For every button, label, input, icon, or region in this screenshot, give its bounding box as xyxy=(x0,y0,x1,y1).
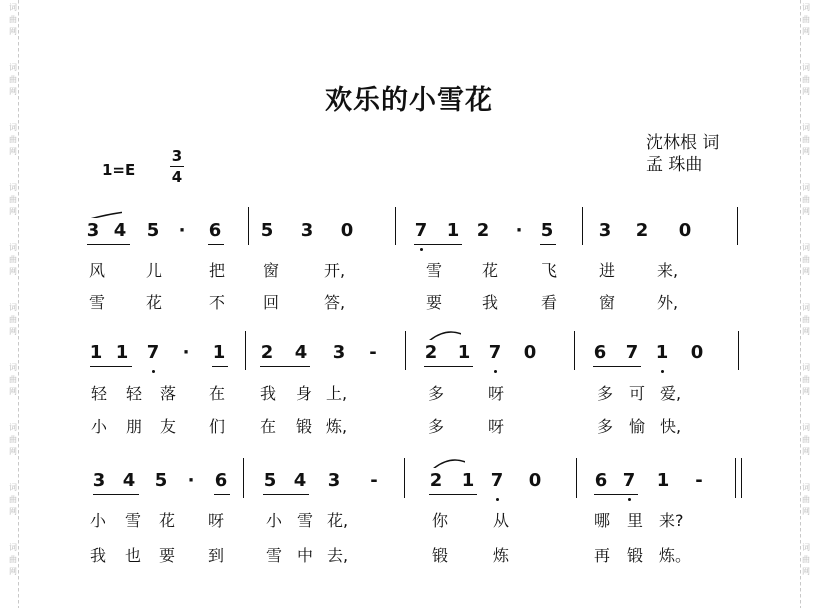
lyric-verse2: 不 xyxy=(208,293,225,312)
watermark-char: 曲 xyxy=(802,255,810,264)
watermark-char: 网 xyxy=(802,327,810,336)
watermark-char: 曲 xyxy=(802,195,810,204)
slur xyxy=(427,328,461,340)
watermark-text xyxy=(7,482,19,518)
watermark-char: 网 xyxy=(802,507,810,516)
lyric-verse2: 我 xyxy=(89,546,106,565)
beam-underline xyxy=(540,244,556,245)
lyricist-credit: 沈林根 词 xyxy=(646,133,720,153)
low-octave-dot xyxy=(496,498,499,501)
lyric-verse2: 要 xyxy=(158,546,175,565)
watermark-char: 网 xyxy=(802,27,810,36)
lyric-verse2: 在 xyxy=(259,417,276,436)
watermark-char: 网 xyxy=(9,447,17,456)
lyric-verse2: 到 xyxy=(207,546,224,565)
low-octave-dot xyxy=(420,248,423,251)
lyric-verse2: 去, xyxy=(327,546,349,565)
lyric-verse2: 回 xyxy=(262,293,279,312)
watermark-char: 曲 xyxy=(802,15,810,24)
beam-underline xyxy=(214,494,230,495)
bar-line xyxy=(576,458,577,498)
watermark-char: 词 xyxy=(802,363,810,372)
lyric-verse2: 雪 xyxy=(265,546,282,565)
lyric-verse1: 上, xyxy=(326,384,348,403)
watermark-char: 词 xyxy=(9,243,17,252)
note: 6 xyxy=(214,470,228,491)
note: 1 xyxy=(457,342,471,363)
time-signature-bottom: 4 xyxy=(171,168,183,186)
low-octave-dot xyxy=(152,370,155,373)
watermark-char: 词 xyxy=(802,543,810,552)
watermark-char: 曲 xyxy=(802,75,810,84)
lyric-verse1: 雪 xyxy=(124,511,141,530)
watermark-char: 词 xyxy=(9,543,17,552)
watermark-text xyxy=(7,122,19,158)
note: - xyxy=(370,470,378,491)
lyric-verse2: 锻 xyxy=(295,417,312,436)
watermark-char: 词 xyxy=(802,423,810,432)
watermark-char: 词 xyxy=(9,483,17,492)
lyric-verse2: 雪 xyxy=(88,293,105,312)
watermark-char: 网 xyxy=(9,27,17,36)
watermark-char: 词 xyxy=(9,123,17,132)
note: 3 xyxy=(86,220,100,241)
lyric-verse2: 多 xyxy=(427,417,444,436)
watermark-char: 词 xyxy=(9,183,17,192)
beam-underline xyxy=(90,366,132,367)
beam-underline xyxy=(263,494,309,495)
time-signature-line xyxy=(170,166,184,167)
note: · xyxy=(187,470,195,491)
bar-line xyxy=(243,458,244,498)
note: 7 xyxy=(622,470,636,491)
watermark-char: 网 xyxy=(9,507,17,516)
lyric-verse1: 来? xyxy=(659,511,684,530)
watermark-text xyxy=(7,2,19,38)
note: 1 xyxy=(212,342,226,363)
watermark-char: 词 xyxy=(9,363,17,372)
lyric-verse2: 答, xyxy=(324,293,346,312)
lyric-verse2: 快, xyxy=(660,417,682,436)
note: 7 xyxy=(414,220,428,241)
note: · xyxy=(182,342,190,363)
lyric-verse2: 小 xyxy=(90,417,107,436)
lyric-verse1: 里 xyxy=(626,511,643,530)
lyric-verse2: 友 xyxy=(159,417,176,436)
lyric-verse1: 把 xyxy=(208,261,225,280)
note: 2 xyxy=(476,220,490,241)
watermark-char: 词 xyxy=(9,423,17,432)
lyric-verse2: 我 xyxy=(481,293,498,312)
lyric-verse1: 呀 xyxy=(487,384,504,403)
time-signature-top: 3 xyxy=(171,147,183,165)
watermark-char: 网 xyxy=(9,387,17,396)
key-signature: 1=E xyxy=(102,161,136,179)
bar-line xyxy=(741,458,742,498)
bar-line xyxy=(404,458,405,498)
beam-underline xyxy=(424,366,473,367)
beam-underline xyxy=(212,366,228,367)
lyric-verse2: 要 xyxy=(425,293,442,312)
watermark-char: 词 xyxy=(9,3,17,12)
bar-line xyxy=(737,207,738,245)
watermark-text xyxy=(800,122,812,158)
lyric-verse2: 们 xyxy=(208,417,225,436)
watermark-char: 网 xyxy=(802,267,810,276)
lyric-verse1: 风 xyxy=(88,261,105,280)
watermark-char: 网 xyxy=(802,147,810,156)
lyric-verse2: 锻 xyxy=(626,546,643,565)
lyric-verse2: 外, xyxy=(657,293,679,312)
note: 3 xyxy=(332,342,346,363)
watermark-char: 曲 xyxy=(9,555,17,564)
note: 1 xyxy=(115,342,129,363)
watermark-char: 网 xyxy=(9,87,17,96)
watermark-text xyxy=(7,182,19,218)
watermark-text xyxy=(7,362,19,398)
watermark-char: 曲 xyxy=(802,135,810,144)
lyric-verse1: 开, xyxy=(324,261,346,280)
watermark-char: 曲 xyxy=(9,195,17,204)
watermark-char: 网 xyxy=(802,567,810,576)
watermark-char: 曲 xyxy=(9,435,17,444)
lyric-verse1: 多 xyxy=(596,384,613,403)
note: 3 xyxy=(598,220,612,241)
lyric-verse2: 再 xyxy=(593,546,610,565)
beam-underline xyxy=(429,494,477,495)
bar-line xyxy=(395,207,396,245)
watermark-char: 曲 xyxy=(802,435,810,444)
note: 6 xyxy=(208,220,222,241)
note: 2 xyxy=(260,342,274,363)
watermark-text xyxy=(800,542,812,578)
watermark-char: 曲 xyxy=(9,15,17,24)
watermark-char: 曲 xyxy=(802,315,810,324)
watermark-text xyxy=(800,482,812,518)
beam-underline xyxy=(93,494,139,495)
lyric-verse1: 窗 xyxy=(262,261,279,280)
note: 2 xyxy=(635,220,649,241)
bar-line xyxy=(582,207,583,245)
lyric-verse2: 锻 xyxy=(431,546,448,565)
lyric-verse1: 爱, xyxy=(660,384,682,403)
lyric-verse1: 哪 xyxy=(593,511,610,530)
note: 4 xyxy=(294,342,308,363)
watermark-char: 网 xyxy=(9,567,17,576)
watermark-char: 曲 xyxy=(9,135,17,144)
lyric-verse1: 花 xyxy=(481,261,498,280)
lyric-verse2: 炼。 xyxy=(659,546,692,565)
watermark-char: 曲 xyxy=(9,375,17,384)
lyric-verse1: 从 xyxy=(492,511,509,530)
note: 3 xyxy=(327,470,341,491)
watermark-char: 网 xyxy=(9,207,17,216)
note: 1 xyxy=(461,470,475,491)
watermark-char: 网 xyxy=(802,207,810,216)
lyric-verse1: 进 xyxy=(598,261,615,280)
lyric-verse2: 呀 xyxy=(487,417,504,436)
lyric-verse1: 飞 xyxy=(540,261,557,280)
watermark-text xyxy=(800,2,812,38)
note: 5 xyxy=(146,220,160,241)
lyric-verse1: 雪 xyxy=(296,511,313,530)
lyric-verse1: 你 xyxy=(431,511,448,530)
lyric-verse2: 花 xyxy=(145,293,162,312)
note: 1 xyxy=(655,342,669,363)
lyric-verse2: 中 xyxy=(296,546,313,565)
watermark-text xyxy=(7,422,19,458)
watermark-char: 词 xyxy=(802,243,810,252)
watermark-char: 词 xyxy=(9,63,17,72)
beam-underline xyxy=(593,366,641,367)
watermark-text xyxy=(7,302,19,338)
watermark-text xyxy=(800,242,812,278)
time-signature xyxy=(170,148,184,186)
watermark-char: 网 xyxy=(802,87,810,96)
watermark-char: 词 xyxy=(802,183,810,192)
lyric-verse1: 儿 xyxy=(145,261,162,280)
lyric-verse2: 多 xyxy=(596,417,613,436)
beam-underline xyxy=(208,244,224,245)
lyric-verse1: 小 xyxy=(265,511,282,530)
watermark-char: 曲 xyxy=(9,495,17,504)
lyric-verse2: 看 xyxy=(540,293,557,312)
note: 2 xyxy=(424,342,438,363)
bar-line xyxy=(245,331,246,370)
watermark-char: 词 xyxy=(802,3,810,12)
watermark-char: 词 xyxy=(802,63,810,72)
watermark-char: 词 xyxy=(802,303,810,312)
note: 0 xyxy=(528,470,542,491)
note: 7 xyxy=(625,342,639,363)
note: - xyxy=(369,342,377,363)
note: · xyxy=(515,220,523,241)
note: 5 xyxy=(540,220,554,241)
bar-line xyxy=(738,331,739,370)
lyric-verse1: 轻 xyxy=(90,384,107,403)
note: 4 xyxy=(113,220,127,241)
watermark-char: 曲 xyxy=(9,255,17,264)
watermark-char: 曲 xyxy=(802,495,810,504)
note: 3 xyxy=(92,470,106,491)
lyric-verse1: 呀 xyxy=(207,511,224,530)
beam-underline xyxy=(87,244,130,245)
lyric-verse1: 轻 xyxy=(125,384,142,403)
watermark-char: 网 xyxy=(9,147,17,156)
note: 3 xyxy=(300,220,314,241)
note: 7 xyxy=(490,470,504,491)
note: 4 xyxy=(122,470,136,491)
lyric-verse1: 我 xyxy=(259,384,276,403)
lyric-verse1: 雪 xyxy=(425,261,442,280)
watermark-char: 曲 xyxy=(9,315,17,324)
watermark-char: 词 xyxy=(802,483,810,492)
low-octave-dot xyxy=(661,370,664,373)
watermark-char: 曲 xyxy=(802,555,810,564)
note: - xyxy=(695,470,703,491)
beam-underline xyxy=(594,494,638,495)
note: 4 xyxy=(293,470,307,491)
watermark-char: 词 xyxy=(9,303,17,312)
watermark-char: 曲 xyxy=(802,375,810,384)
note: 0 xyxy=(690,342,704,363)
lyric-verse1: 可 xyxy=(628,384,645,403)
note: 7 xyxy=(488,342,502,363)
watermark-text xyxy=(800,362,812,398)
watermark-char: 网 xyxy=(9,267,17,276)
lyric-verse2: 愉 xyxy=(628,417,645,436)
slur xyxy=(88,206,122,218)
watermark-char: 网 xyxy=(802,387,810,396)
note: 1 xyxy=(656,470,670,491)
lyric-verse2: 也 xyxy=(124,546,141,565)
note: · xyxy=(178,220,186,241)
lyric-verse1: 花 xyxy=(158,511,175,530)
watermark-text xyxy=(7,242,19,278)
song-title: 欢乐的小雪花 xyxy=(325,85,493,116)
lyric-verse1: 多 xyxy=(427,384,444,403)
watermark-char: 网 xyxy=(802,447,810,456)
lyric-verse1: 小 xyxy=(89,511,106,530)
low-octave-dot xyxy=(494,370,497,373)
lyric-verse2: 朋 xyxy=(125,417,142,436)
bar-line xyxy=(405,331,406,370)
watermark-char: 曲 xyxy=(9,75,17,84)
note: 2 xyxy=(429,470,443,491)
lyric-verse1: 在 xyxy=(208,384,225,403)
watermark-char: 词 xyxy=(802,123,810,132)
bar-line xyxy=(248,207,249,245)
lyric-verse1: 落 xyxy=(159,384,176,403)
lyric-verse1: 来, xyxy=(657,261,679,280)
note: 0 xyxy=(340,220,354,241)
lyric-verse2: 炼, xyxy=(326,417,348,436)
note: 1 xyxy=(89,342,103,363)
note: 6 xyxy=(593,342,607,363)
note: 6 xyxy=(594,470,608,491)
lyric-verse1: 身 xyxy=(295,384,312,403)
note: 5 xyxy=(154,470,168,491)
composer-credit: 孟 珠曲 xyxy=(646,155,703,175)
lyric-verse2: 窗 xyxy=(598,293,615,312)
beam-underline xyxy=(260,366,310,367)
bar-line xyxy=(735,458,736,498)
note: 1 xyxy=(446,220,460,241)
watermark-text xyxy=(800,302,812,338)
bar-line xyxy=(574,331,575,370)
lyric-verse1: 花, xyxy=(327,511,349,530)
low-octave-dot xyxy=(628,498,631,501)
slur xyxy=(431,456,465,468)
watermark-text xyxy=(7,542,19,578)
note: 0 xyxy=(523,342,537,363)
watermark-text xyxy=(800,182,812,218)
note: 7 xyxy=(146,342,160,363)
watermark-text xyxy=(800,422,812,458)
note: 0 xyxy=(678,220,692,241)
watermark-char: 网 xyxy=(9,327,17,336)
note: 5 xyxy=(263,470,277,491)
lyric-verse2: 炼 xyxy=(492,546,509,565)
note: 5 xyxy=(260,220,274,241)
beam-underline xyxy=(414,244,462,245)
